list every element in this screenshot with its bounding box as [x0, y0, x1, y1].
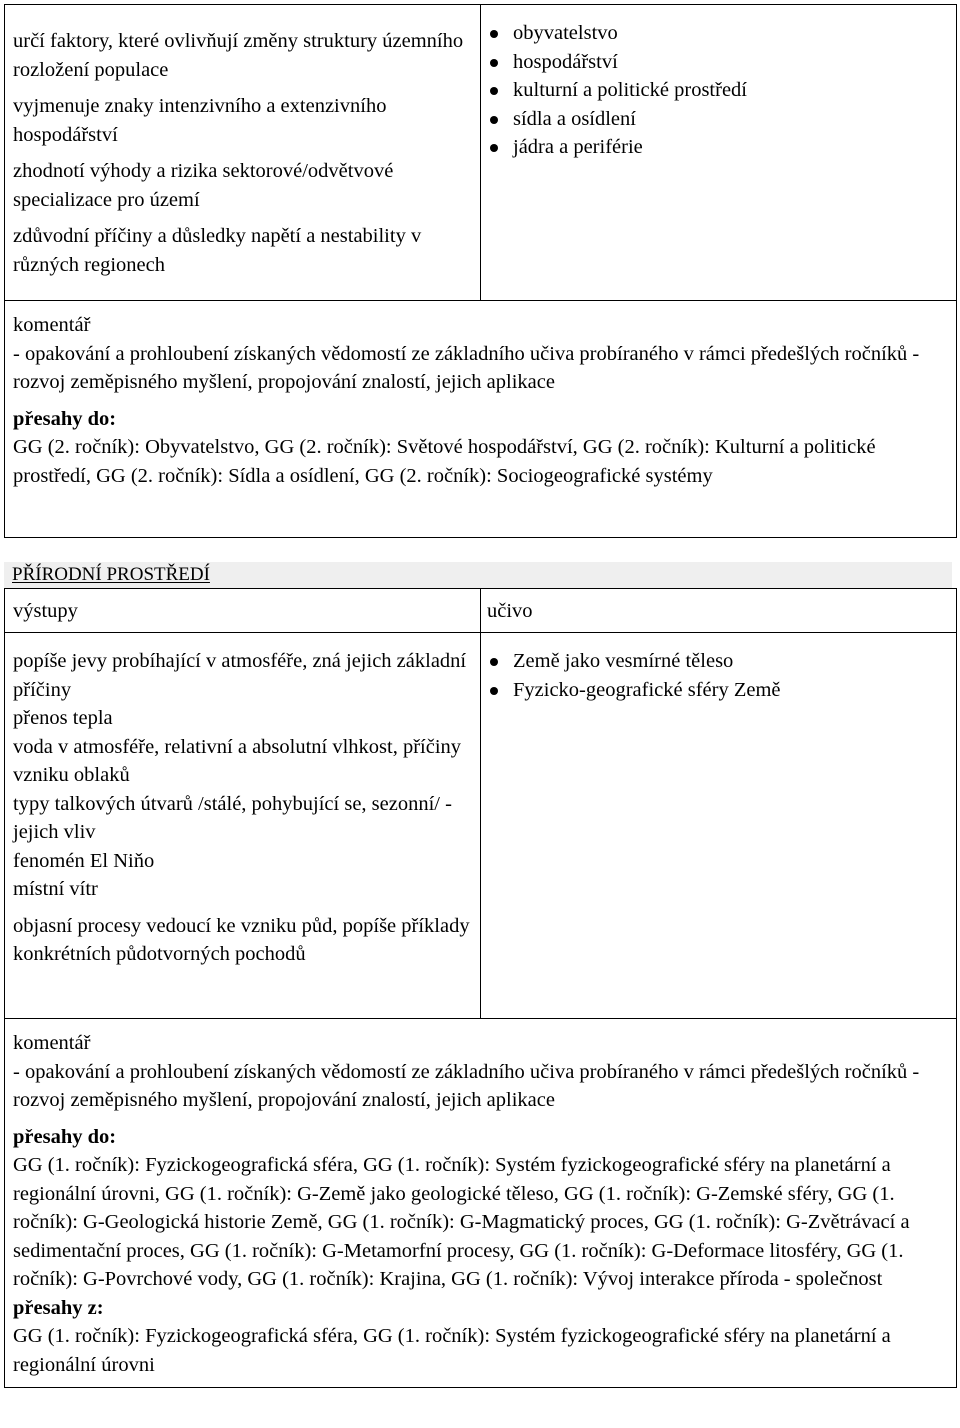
curriculum-item: obyvatelstvo: [481, 19, 950, 48]
outcome-item: vyjmenuje znaky intenzivního a extenzivního hospodářství: [13, 95, 387, 146]
overlaps-from-label: přesahy z:: [13, 1296, 104, 1319]
curriculum-item: sídla a osídlení: [481, 105, 950, 134]
curriculum-cell: [481, 633, 957, 1019]
outcome-item: určí faktory, které ovlivňují změny struktury územního rozložení populace: [13, 30, 464, 81]
outcomes-cell: [5, 633, 481, 1019]
outcome-item: zhodnotí výhody a rizika sektorové/odvětvové specializace pro území: [13, 160, 394, 211]
top-curriculum-table: [4, 4, 957, 538]
curriculum-item: hospodářství: [481, 48, 950, 77]
curriculum-list: [481, 647, 950, 704]
outcome-item: popíše jevy probíhající v atmosféře, zná jejich základní příčiny přenos tepla voda v atmosféře, relativní a absolutní vlhkost, příčiny vzniku oblaků typy talkových útvarů /stálé, pohybující se, sezonní/ - jejich vliv fenomén El Niňo místní vítr: [13, 650, 467, 900]
comment-cell: [5, 301, 957, 538]
header-outcomes: výstupy: [13, 600, 78, 622]
outcome-item: objasní procesy vedoucí ke vzniku půd, popíše příklady konkrétních půdotvorných pochodů: [13, 914, 470, 965]
overlaps-to-text: GG (2. ročník): Obyvatelstvo, GG (2. ročník): Světové hospodářství, GG (2. ročník): Kulturní a politické prostředí, GG (2. ročník): Sídla a osídlení, GG (2. ročník): Sociogeografické systémy: [13, 436, 876, 487]
section-heading: PŘÍRODNÍ PROSTŘEDÍ: [12, 564, 210, 585]
curriculum-item: Země jako vesmírné těleso: [481, 647, 950, 676]
overlaps-to-label: přesahy do:: [13, 1125, 117, 1148]
comment-text: - opakování a prohloubení získaných vědomostí ze základního učiva probíraného v rámci předešlých ročníků - rozvoj zeměpisného myšlení, propojování znalostí, jejich aplikace: [13, 342, 920, 393]
comment-text: - opakování a prohloubení získaných vědomostí ze základního učiva probíraného v rámci předešlých ročníků - rozvoj zeměpisného myšlení, propojování znalostí, jejich aplikace: [13, 1060, 920, 1111]
outcome-item: zdůvodní příčiny a důsledky napětí a nestability v různých regionech: [13, 225, 422, 276]
overlaps-from-text: GG (1. ročník): Fyzickogeografická sféra, GG (1. ročník): Systém fyzickogeografické sféry na planetární a regionální úrovni: [13, 1325, 891, 1376]
outcomes-cell: [5, 5, 481, 301]
comment-label: komentář: [13, 1032, 91, 1054]
header-curriculum-cell: [481, 589, 957, 633]
curriculum-list: [481, 19, 950, 162]
overlaps-to-label: přesahy do:: [13, 407, 117, 430]
curriculum-cell: [481, 5, 957, 301]
comment-cell: [5, 1019, 957, 1388]
curriculum-item: jádra a periférie: [481, 133, 950, 162]
curriculum-item: kulturní a politické prostředí: [481, 76, 950, 105]
comment-label: komentář: [13, 314, 91, 336]
header-curriculum: učivo: [487, 600, 533, 622]
bottom-curriculum-table: [4, 588, 957, 1388]
curriculum-item: Fyzicko-geografické sféry Země: [481, 676, 950, 705]
header-outcomes-cell: [5, 589, 481, 633]
overlaps-to-text: GG (1. ročník): Fyzickogeografická sféra, GG (1. ročník): Systém fyzickogeografické sféry na planetární a regionální úrovni, GG (1. ročník): G-Země jako geologické těleso, GG (1. ročník): G-Zemské sféry, GG (1. ročník): G-Geologická historie Země, GG (1. ročník): G-Magmatický proces, GG (1. ročník): G-Zvětrávací a sedimentační proces, GG (1. ročník): G-Metamorfní procesy, GG (1. ročník): G-Deformace litosféry, GG (1. ročník): G-Povrchové vody, GG (1. ročník): Krajina, GG (1. ročník): Vývoj interakce příroda - společnost: [13, 1154, 910, 1290]
